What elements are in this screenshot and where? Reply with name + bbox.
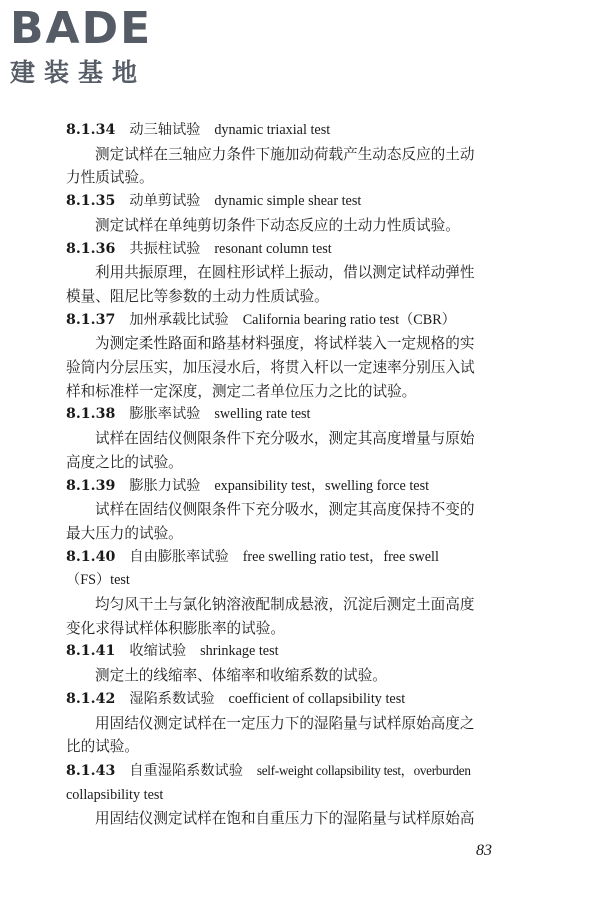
term-definition: 试样在固结仪侧限条件下充分吸水，测定其高度增量与原始 高度之比的试验。 (66, 430, 475, 471)
term-entry (66, 475, 528, 546)
term-entry (66, 119, 528, 190)
term-chinese: 动三轴试验 (129, 122, 201, 138)
term-entry (66, 759, 528, 831)
term-number: 8.1.39 (66, 477, 116, 494)
term-number: 8.1.41 (66, 643, 116, 660)
glossary-content (66, 119, 528, 831)
term-number: 8.1.36 (66, 240, 116, 257)
term-entry (66, 403, 528, 474)
term-english: resonant column test (214, 240, 332, 257)
term-chinese: 自重湿陷系数试验 (129, 762, 243, 779)
term-english: expansibility test，swelling force test (214, 477, 430, 494)
term-chinese: 膨胀力试验 (129, 477, 201, 494)
term-definition: 测定试样在三轴应力条件下施加动荷载产生动态反应的土动 力性质试验。 (66, 145, 475, 187)
term-entry (66, 688, 528, 759)
term-english-continued: （FS）test (66, 572, 130, 589)
term-number: 8.1.35 (66, 193, 116, 210)
term-english: coefficient of collapsibility test (228, 690, 406, 707)
term-chinese: 动单剪试验 (129, 193, 201, 210)
term-chinese: 自由膨胀率试验 (129, 548, 229, 565)
term-chinese: 共振柱试验 (129, 240, 201, 257)
term-number: 8.1.38 (66, 406, 116, 423)
term-english-continued: collapsibility test (66, 786, 164, 803)
term-english: California bearing ratio test（CBR） (242, 311, 456, 328)
term-chinese: 加州承载比试验 (129, 311, 229, 328)
term-entry (66, 190, 528, 237)
term-entry (66, 640, 528, 687)
term-english: free swelling ratio test，free swell (242, 548, 439, 565)
term-english: self-weight collapsibility test，overburden (256, 762, 471, 778)
term-entry (66, 309, 528, 404)
term-entry (66, 546, 528, 641)
term-english: swelling rate test (214, 406, 311, 423)
bade-logo (10, 3, 185, 90)
term-number: 8.1.34 (66, 122, 116, 138)
term-number: 8.1.37 (66, 311, 116, 328)
term-definition: 测定试样在单纯剪切条件下动态反应的土动力性质试验。 (95, 216, 460, 234)
term-number: 8.1.43 (66, 762, 116, 779)
term-chinese: 湿陷系数试验 (129, 690, 215, 707)
term-definition: 均匀风干土与氯化钠溶液配制成悬液，沉淀后测定土面高度 变化求得试样体积膨胀率的试验。 (66, 596, 475, 637)
term-entry (66, 238, 528, 309)
page-number: 83 (476, 842, 492, 859)
term-definition: 测定土的线缩率、体缩率和收缩系数的试验。 (95, 667, 387, 685)
logo-wordmark: BADE (10, 3, 153, 54)
term-definition: 用固结仪测定试样在饱和自重压力下的湿陷量与试样原始高 (95, 810, 475, 828)
term-chinese: 收缩试验 (129, 643, 187, 660)
term-chinese: 膨胀率试验 (129, 406, 201, 423)
term-definition: 为测定柔性路面和路基材料强度，将试样装入一定规格的实 验筒内分层压实，加压浸水后，将贯入杆以一定速率分别压入试 样和标准样一定深度，测定二者单位压力之比的试验。 (66, 335, 475, 400)
term-english: shrinkage test (200, 643, 279, 660)
term-number: 8.1.40 (66, 548, 116, 565)
term-definition: 用固结仪测定试样在一定压力下的湿陷量与试样原始高度之 比的试验。 (66, 714, 475, 756)
term-english: dynamic triaxial test (214, 122, 331, 138)
term-english: dynamic simple shear test (214, 193, 362, 210)
logo-subtitle: 建装基地 (10, 58, 147, 87)
term-definition: 试样在固结仪侧限条件下充分吸水，测定其高度保持不变的 最大压力的试验。 (66, 501, 475, 542)
term-number: 8.1.42 (66, 690, 116, 707)
term-definition: 利用共振原理，在圆柱形试样上振动，借以测定试样动弹性 模量、阻尼比等参数的土动力性质试验。 (66, 264, 475, 305)
